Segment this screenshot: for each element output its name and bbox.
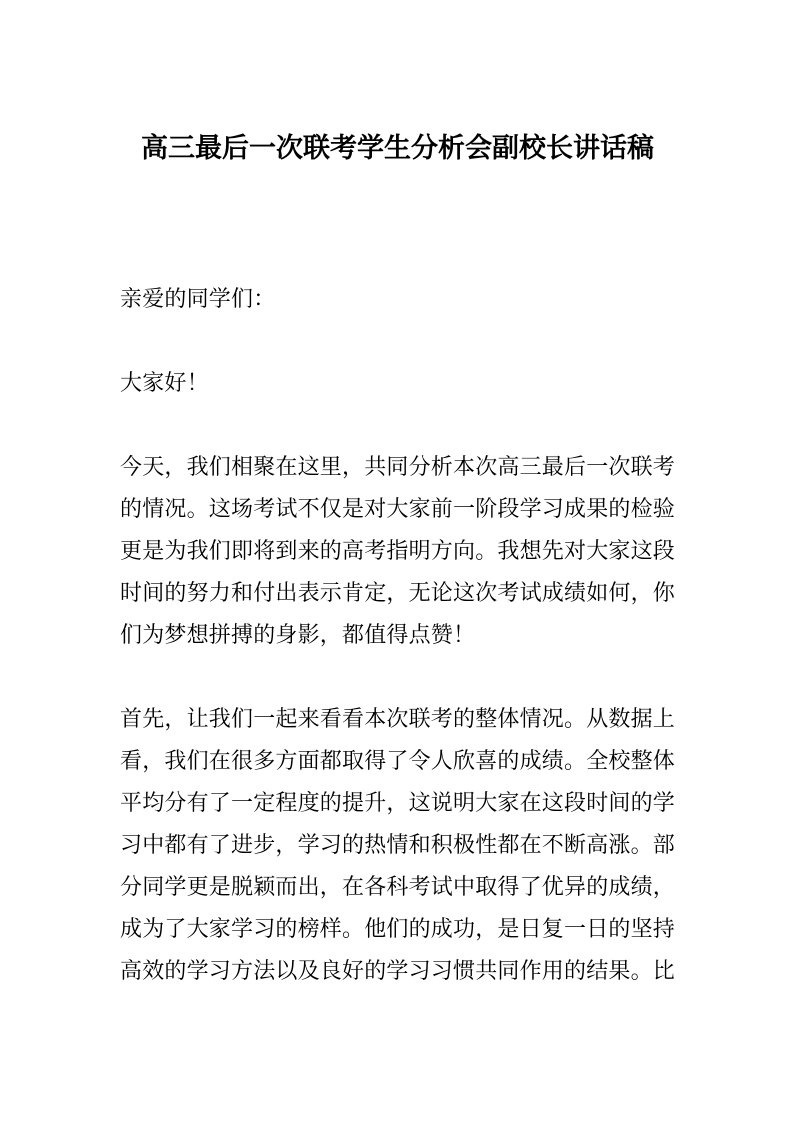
paragraph-salutation: 亲爱的同学们： [120,286,276,311]
paragraph-greeting: 大家好！ [120,370,209,395]
paragraph-body-1: 今天，我们相聚在这里，共同分析本次高三最后一次联考的情况。这场考试不仅是对大家前一阶段学习成果的检验更是为我们即将到来的高考指明方向。我想先对大家这段时间的努力和付出表示肯定，无论这次考试成绩如何，你们为梦想拼搏的身影，都值得点赞！ [120,454,676,647]
document-title: 高三最后一次联考学生分析会副校长讲话稿 [141,133,654,163]
paragraph-body-2: 首先，让我们一起来看看本次联考的整体情况。从数据上看，我们在很多方面都取得了令人欣喜的成绩。全校整体平均分有了一定程度的提升，这说明大家在这段时间的学习中都有了进步，学习的热情和积极性都在不断高涨。部分同学更是脱颖而出，在各科考试中取得了优异的成绩，成为了大家学习的榜样。他们的成功，是日复一日的坚持高效的学习方法以及良好的学习习惯共同作用的结果。比 [120,706,676,983]
